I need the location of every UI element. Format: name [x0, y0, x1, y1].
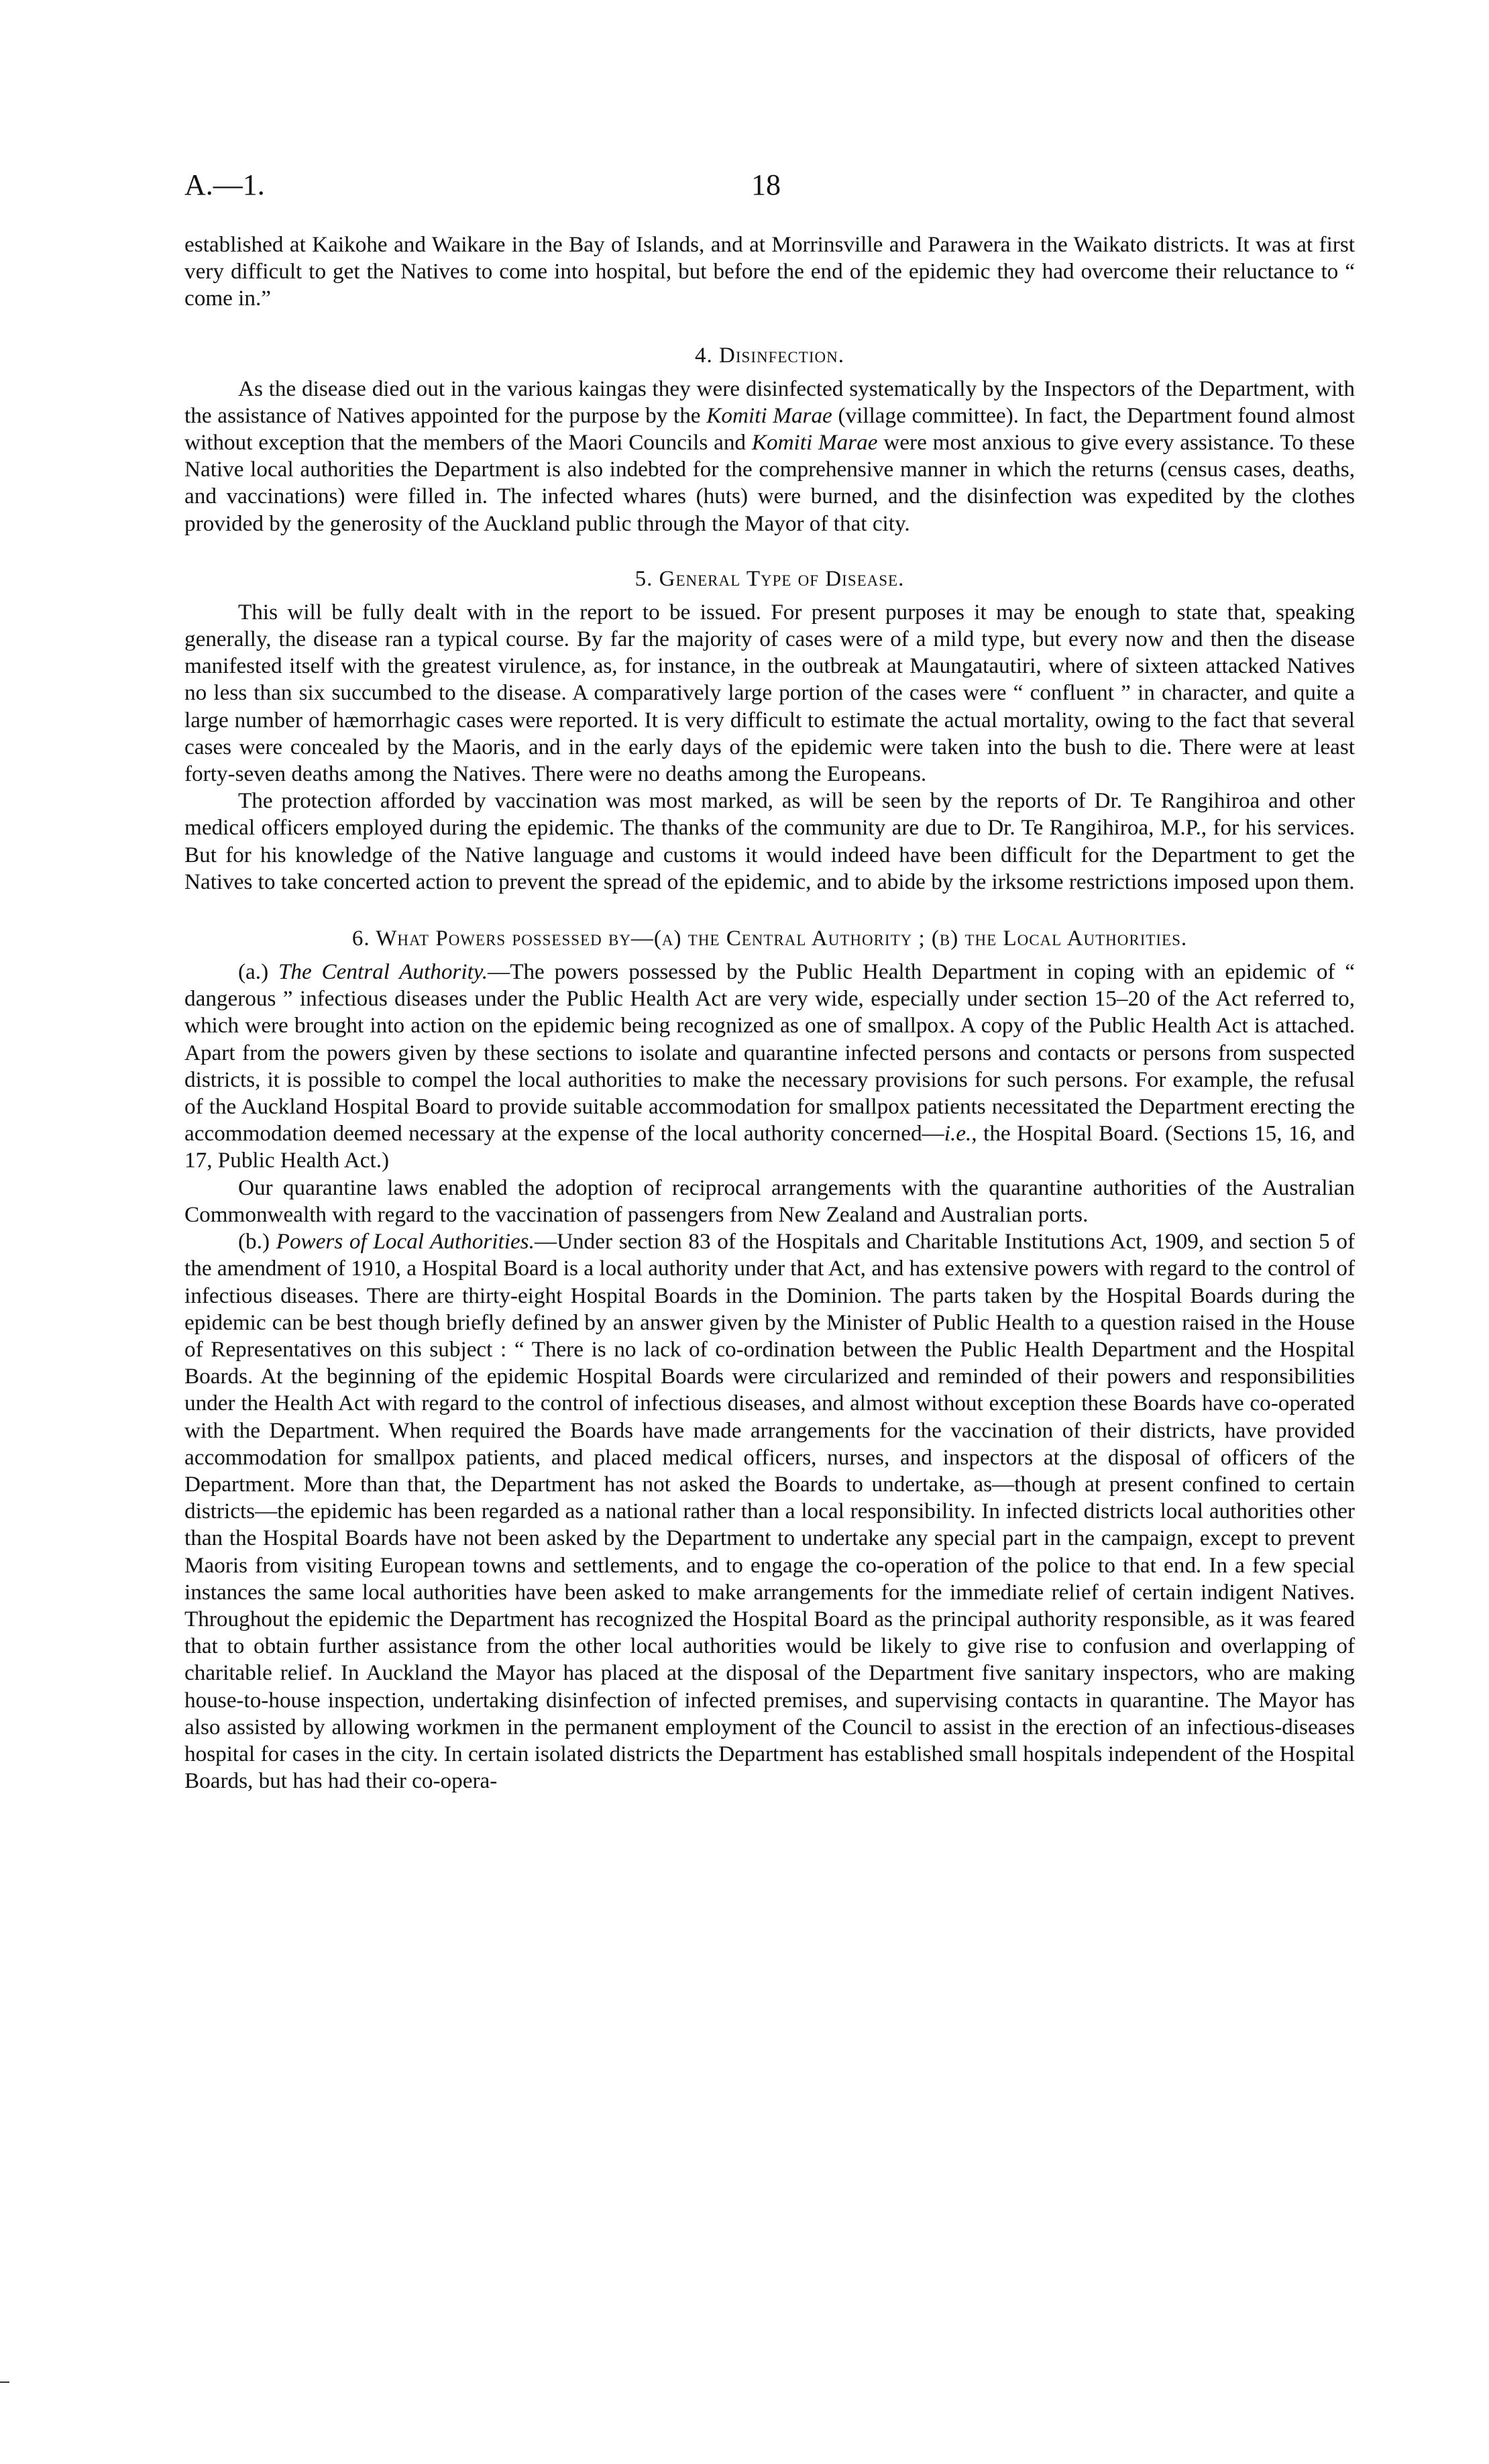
quarantine-paragraph: Our quarantine laws enabled the adoption of reciprocal arrangements with the quarantine authorities of the Australian Commonwealth with regard to the vaccination of passengers from New Zealand and Australian ports. — [184, 1175, 1355, 1227]
intro-paragraph: established at Kaikohe and Waikare in the Bay of Islands, and at Morrinsville and Parawera in the Waikato districts. It was at first very difficult to get the Natives to come into hospital, but before the end of the epidemic they had overcome their reluctance to “ come in.” — [184, 232, 1355, 311]
komiti-marae-term-1: Komiti Marae — [706, 403, 832, 428]
section-4-text-a: As the disease died out in the various kaingas they were disinfected systematically by the Inspectors of the Department, with the assistance of Natives appointed for the purpose by the — [184, 376, 1355, 428]
section-5-paragraph-1: This will be fully dealt with in the report to be issued. For present purposes it may be enough to state that, speaking generally, the disease ran a typical course. By far the majority of cases were of a mild type, but every now and then the disease manifested itself with the greatest virulence, as, for instance, in the outbreak at Maungatautiri, where of sixteen attacked Natives no less than six succumbed to the disease. A comparatively large portion of the cases were “ confluent ” in character, and quite a large number of hæmorrhagic cases were reported. It is very difficult to estimate the actual mortality, owing to the fact that several cases were concealed by the Maoris, and in the early days of the epidemic were taken into the bush to die. There were at least forty-seven deaths among the Natives. There were no deaths among the Europeans. — [184, 599, 1355, 787]
local-authorities-paragraph — [184, 1228, 1355, 1795]
section-4-paragraph — [184, 376, 1355, 537]
local-authorities-label: (b.) — [238, 1229, 276, 1254]
margin-mark — [0, 2381, 9, 2383]
section-5-heading: 5. General Type of Disease. — [635, 566, 905, 591]
page-header — [184, 168, 1355, 208]
central-authority-paragraph — [184, 959, 1355, 1175]
central-authority-title: The Central Authority. — [278, 959, 488, 985]
local-authorities-title: Powers of Local Authorities. — [276, 1229, 535, 1254]
central-authority-text: —The powers possessed by the Public Health Department in coping with an epidemic of “ dangerous ” infectious diseases under the Public Health Act are very wide, especially under section 15–20 of the Act referred to, which were brought into action on the epidemic being recognized as one of smallpox. A copy of the Public Health Act is attached. Apart from the powers given by these sections to isolate and quarantine infected persons and contacts or persons from suspected districts, it is possible to compel the local authorities to make the necessary provisions for such persons. For example, the refusal of the Auckland Hospital Board to provide suitable accommodation for smallpox patients necessitated the Department erecting the accommodation deemed necessary at the expense of the local authority concerned— — [184, 959, 1355, 1146]
central-authority-text-end: , the Hospital Board. (Sections 15, 16, and 17, Public Health Act.) — [184, 1121, 1355, 1173]
komiti-marae-term-2: Komiti Marae — [751, 430, 878, 456]
section-5-paragraph-2: The protection afforded by vaccination was most marked, as will be seen by the reports of Dr. Te Rangihiroa and other medical officers employed during the epidemic. The thanks of the community are due to Dr. Te Rangihiroa, M.P., for his services. But for his knowledge of the Native language and customs it would indeed have been difficult for the Department to get the Natives to take concerted action to prevent the spread of the epidemic, and to abide by the irksome restrictions imposed upon them. — [184, 788, 1355, 894]
central-authority-label: (a.) — [238, 959, 278, 985]
ie-abbreviation: i.e. — [944, 1121, 972, 1146]
section-4-text-c: were most anxious to give every assistance. To these Native local authorities the Department is also indebted for the comprehensive manner in which the returns (census cases, deaths, and vaccinations) were filled in. The infected whares (huts) were burned, and the disinfection was expedited by the clothes provided by the generosity of the Auckland public through the Mayor of that city. — [184, 430, 1355, 536]
section-4-heading: 4. Disinfection. — [695, 343, 844, 368]
paper-reference: A.—1. — [184, 168, 265, 201]
document-body — [184, 231, 1355, 1795]
page-number: 18 — [751, 168, 781, 201]
local-authorities-text: —Under section 83 of the Hospitals and Charitable Institutions Act, 1909, and section 5 of the amendment of 1910, a Hospital Board is a local authority under that Act, and has extensive powers with regard to the control of infectious diseases. There are thirty-eight Hospital Boards in the Dominion. The parts taken by the Hospital Boards during the epidemic can be best though briefly defined by an answer given by the Minister of Public Health to a question raised in the House of Representatives on this subject : “ There is no lack of co-ordination between the Public Health Department and the Hospital Boards. At the beginning of the epidemic Hospital Boards were circularized and reminded of their powers and responsibilities under the Health Act with regard to the control of infectious diseases, and almost without exception these Boards have co-operated with the Department. When required the Boards have made arrangements for the vaccination of their districts, have provided accommodation for smallpox patients, and placed medical officers, nurses, and inspectors at the disposal of officers of the Department. More than that, the Department has not asked the Boards to undertake, as—though at present confined to certain districts—the epidemic has been regarded as a national rather than a local responsibility. In infected districts local authorities other than the Hospital Boards have not been asked by the Department to undertake any special part in the campaign, except to prevent Maoris from visiting European towns and settlements, and to engage the co-operation of the police to that end. In a few special instances the same local authorities have been asked to make arrangements for the immediate relief of certain indigent Natives. Throughout the epidemic the Department has recognized the Hospital Board as the principal authority responsible, as it was feared that to obtain further assistance from the other local authorities would be likely to give rise to confusion and overlapping of charitable relief. In Auckland the Mayor has placed at the disposal of the Department five sanitary inspectors, who are making house-to-house inspection, undertaking disinfection of infected premises, and supervising contacts in quarantine. The Mayor has also assisted by allowing workmen in the permanent employment of the Council to assist in the erection of an infectious-diseases hospital for cases in the city. In certain isolated districts the Department has established small hospitals independent of the Hospital Boards, but has had their co-opera- — [184, 1229, 1355, 1794]
section-4-text-b: (village committee). In fact, the Department found almost without exception that the members of the Maori Councils and — [184, 403, 1355, 456]
section-6-heading: 6. What Powers possessed by—(a) the Central Authority ; (b) the Local Authorities. — [351, 926, 1188, 951]
